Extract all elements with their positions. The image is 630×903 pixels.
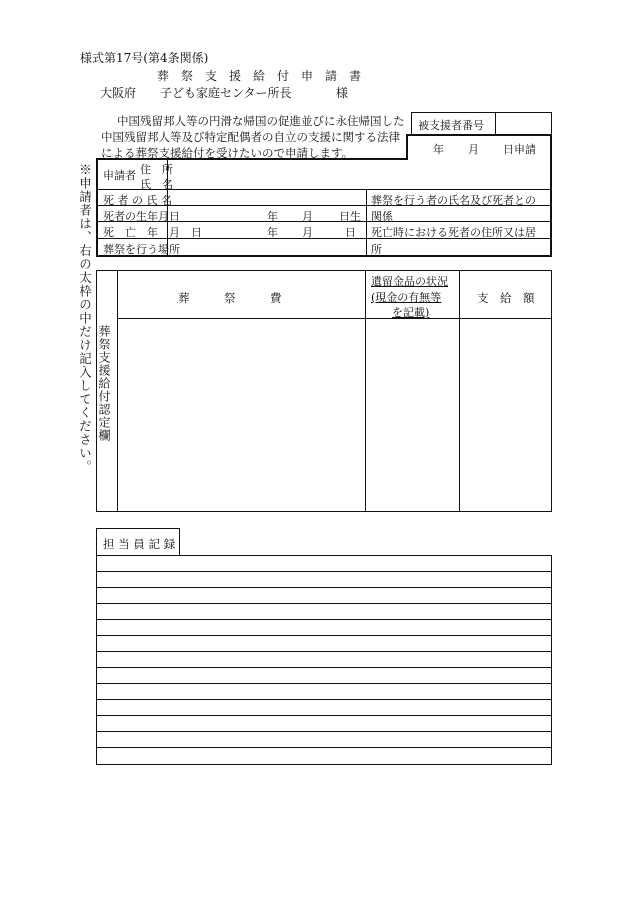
- applicant-address-name-field[interactable]: [169, 160, 550, 188]
- funeral-cost-field[interactable]: [117, 318, 364, 510]
- addressee-suffix: 様: [336, 86, 349, 100]
- residence-label-2: 所: [371, 243, 382, 256]
- date-year-label: 年: [433, 143, 444, 156]
- death-date-label: 死 亡 年 月 日: [103, 226, 202, 239]
- death-year-label: 年: [267, 226, 278, 239]
- form-title: 葬 祭 支 援 給 付 申 請 書: [157, 69, 362, 83]
- birth-year-label: 年: [267, 210, 278, 223]
- payment-amount-field[interactable]: [459, 318, 550, 510]
- funeral-place-field[interactable]: [169, 239, 365, 254]
- intro-line-1: 中国残留邦人等の円滑な帰国の促進並びに永住帰国した: [117, 114, 405, 128]
- recipient-number-field[interactable]: [496, 113, 551, 134]
- staff-record-label: 担 当 員 記 録: [103, 537, 176, 551]
- side-instruction-note: ※申請者は、右の太枠の中だけ記入してください。: [77, 163, 93, 474]
- col-estate-line-3: を記載): [392, 306, 430, 319]
- intro-line-3: による葬祭支援給付を受けたいので申請します。: [101, 146, 354, 160]
- form-number: 様式第17号(第4条関係): [80, 51, 209, 65]
- funeral-place-label: 葬祭を行う場所: [103, 243, 180, 256]
- date-suffix-label: 日申請: [503, 143, 536, 156]
- deceased-name-field[interactable]: [169, 190, 365, 204]
- relation-label-1: 葬祭を行う者の氏名及び死者との: [371, 194, 536, 207]
- date-month-label: 月: [468, 143, 479, 156]
- staff-record-lines[interactable]: [96, 555, 552, 765]
- addressee-org: 大阪府: [100, 86, 137, 100]
- death-month-label: 月: [302, 226, 313, 239]
- death-day-label: 日: [345, 226, 356, 239]
- birth-month-label: 月: [302, 210, 313, 223]
- residence-label-1: 死亡時における死者の住所又は居: [371, 226, 536, 239]
- certification-side-label: 葬祭支援給付認定欄: [97, 325, 111, 442]
- col-payment-amount: 支 給 額: [477, 291, 535, 305]
- col-estate-line-1: 遺留金品の状況: [371, 275, 448, 288]
- recipient-number-label: 被支援者番号: [418, 119, 484, 132]
- intro-line-2: 中国残留邦人等及び特定配偶者の自立の支援に関する法律: [101, 130, 400, 144]
- deceased-birthdate-label: 死者の生年月日: [103, 210, 180, 223]
- deceased-name-label: 死 者 の 氏 名: [103, 194, 172, 207]
- applicant-address-label: 住 所: [140, 163, 173, 176]
- applicant-label: 申請者: [103, 169, 136, 182]
- addressee-name: 子ども家庭センター所長: [160, 86, 292, 100]
- col-estate-line-2: (現金の有無等: [371, 291, 442, 304]
- birth-day-label: 日生: [339, 210, 361, 223]
- relation-label-2: 関係: [371, 210, 393, 223]
- estate-status-field[interactable]: [365, 318, 458, 510]
- col-funeral-cost: 葬 祭 費: [178, 291, 282, 305]
- applicant-name-label: 氏 名: [140, 178, 173, 191]
